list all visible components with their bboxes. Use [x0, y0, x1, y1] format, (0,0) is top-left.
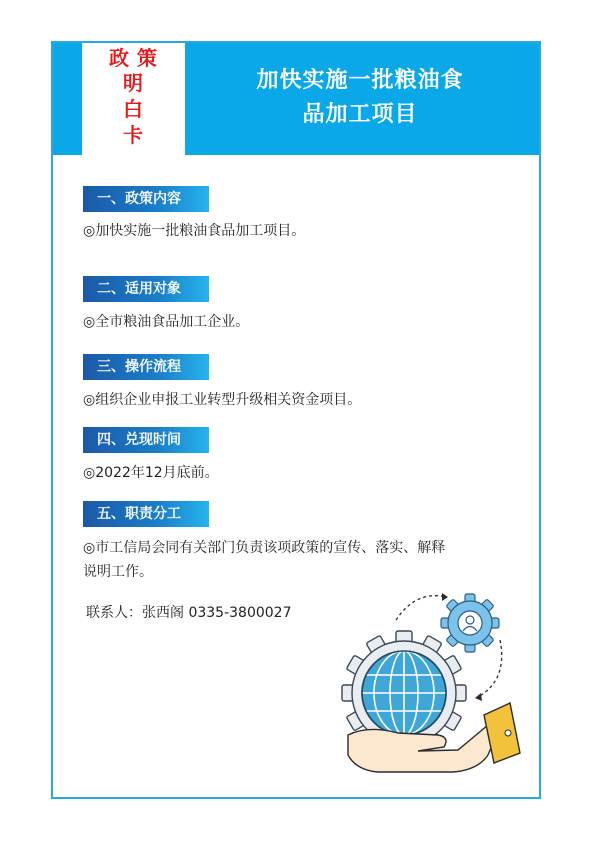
policy-badge — [82, 43, 185, 155]
illustration — [338, 585, 523, 785]
arrow-head-icon — [442, 593, 448, 601]
badge-char: 策 — [137, 46, 157, 70]
section-label-process: 三、操作流程 — [83, 354, 209, 380]
gear-icon — [441, 594, 499, 652]
section-label-target: 二、适用对象 — [83, 276, 209, 302]
badge-char: 政 — [109, 46, 129, 70]
title-line-1: 加快实施一批粮油食 — [256, 68, 464, 93]
section-text-duty — [83, 536, 523, 584]
section-label-time: 四、兑现时间 — [83, 427, 209, 453]
section-label-content: 一、政策内容 — [83, 186, 209, 212]
duty-line-1: ◎市工信局会同有关部门负责该项政策的宣传、落实、解释 — [83, 540, 446, 556]
contact-info: 联系人：张西阁 0335-3800027 — [86, 605, 292, 621]
title-line-2: 品加工项目 — [302, 102, 418, 127]
page-title — [200, 64, 520, 132]
arrow-head-icon — [475, 693, 482, 701]
badge-char: 卡 — [123, 123, 143, 147]
badge-char: 白 — [123, 97, 143, 121]
section-text-time: ◎2022年12月底前。 — [83, 465, 219, 481]
badge-char: 明 — [123, 71, 143, 95]
globe-icon — [362, 651, 446, 735]
section-text-content: ◎加快实施一批粮油食品加工项目。 — [83, 223, 306, 239]
duty-line-2: 说明工作。 — [83, 564, 153, 580]
section-text-process: ◎组织企业申报工业转型升级相关资金项目。 — [83, 392, 362, 408]
section-text-target: ◎全市粮油食品加工企业。 — [83, 314, 250, 330]
section-label-duty: 五、职责分工 — [83, 501, 209, 527]
